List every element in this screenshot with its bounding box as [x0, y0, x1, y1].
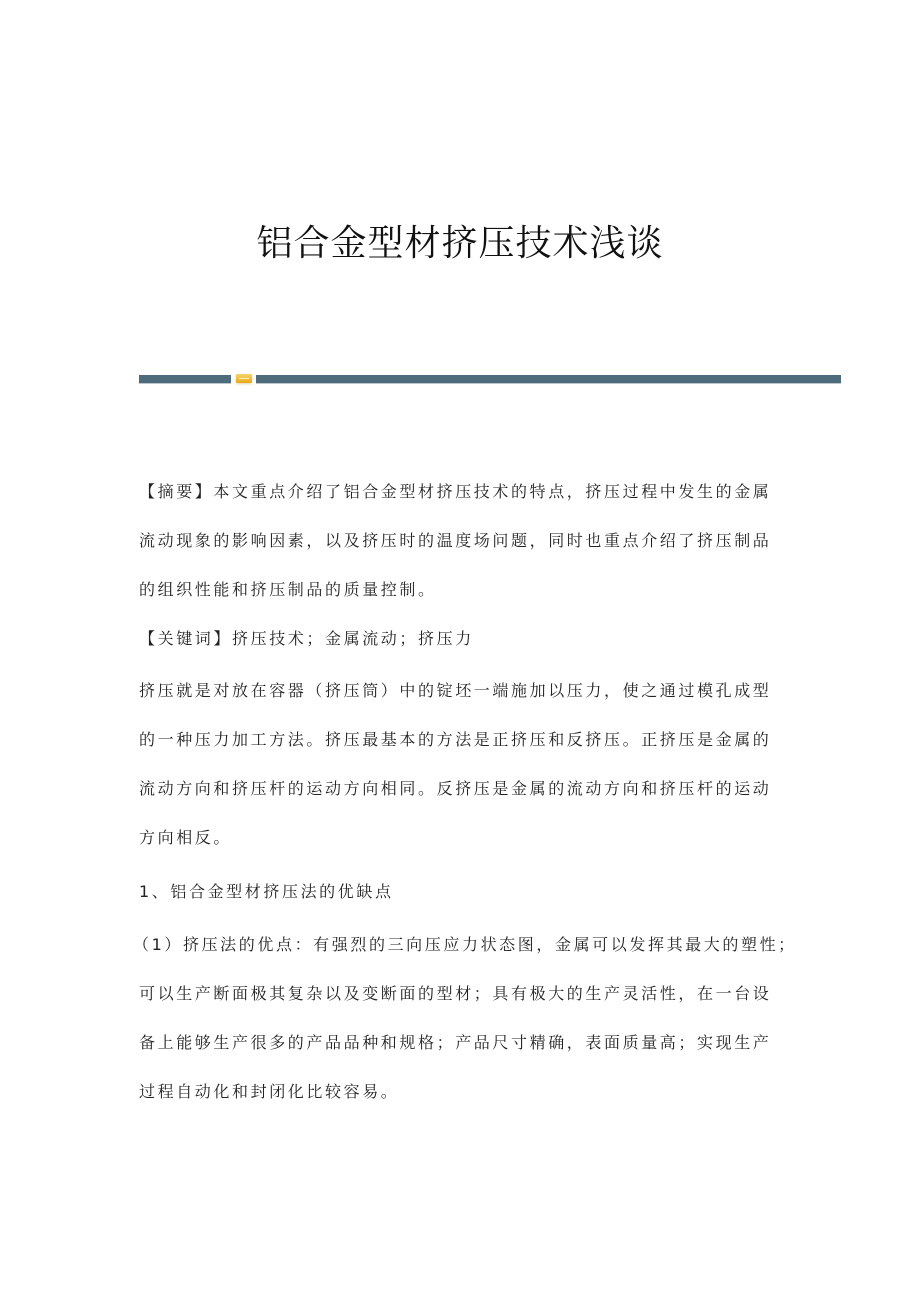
intro-line: 的一种压力加工方法。挤压最基本的方法是正挤压和反挤压。正挤压是金属的	[139, 730, 772, 749]
divider-ornament-icon	[236, 374, 252, 383]
keywords-paragraph	[139, 614, 799, 663]
abstract-line: 的组织性能和挤压制品的质量控制。	[139, 580, 437, 599]
section-1-heading: 1、铝合金型材挤压法的优缺点	[139, 882, 394, 901]
abstract-paragraph	[139, 467, 799, 614]
section-1-line: 过程自动化和封闭化比较容易。	[139, 1082, 400, 1101]
section-1-line: 备上能够生产很多的产品品种和规格；产品尺寸精确，表面质量高；实现生产	[139, 1033, 772, 1052]
document-title: 铝合金型材挤压技术浅谈	[256, 223, 664, 264]
intro-paragraph	[139, 666, 799, 862]
abstract-line: 【摘要】本文重点介绍了铝合金型材挤压技术的特点，挤压过程中发生的金属	[139, 482, 772, 501]
keywords-line: 【关键词】挤压技术；金属流动；挤压力	[139, 629, 474, 648]
divider-bar-right	[256, 375, 841, 383]
intro-line: 挤压就是对放在容器（挤压筒）中的锭坯一端施加以压力，使之通过模孔成型	[139, 681, 772, 700]
intro-line: 流动方向和挤压杆的运动方向相同。反挤压是金属的流动方向和挤压杆的运动	[139, 779, 772, 798]
section-heading	[139, 867, 799, 916]
abstract-line: 流动现象的影响因素，以及挤压时的温度场问题，同时也重点介绍了挤压制品	[139, 531, 772, 550]
section-1-paragraph	[133, 920, 819, 1116]
section-1-line: （1）挤压法的优点：有强烈的三向压应力状态图，金属可以发挥其最大的塑性；	[133, 935, 797, 954]
section-1-line: 可以生产断面极其复杂以及变断面的型材；具有极大的生产灵活性，在一台设	[139, 984, 772, 1003]
divider-bar-left	[139, 375, 231, 383]
intro-line: 方向相反。	[139, 828, 233, 847]
